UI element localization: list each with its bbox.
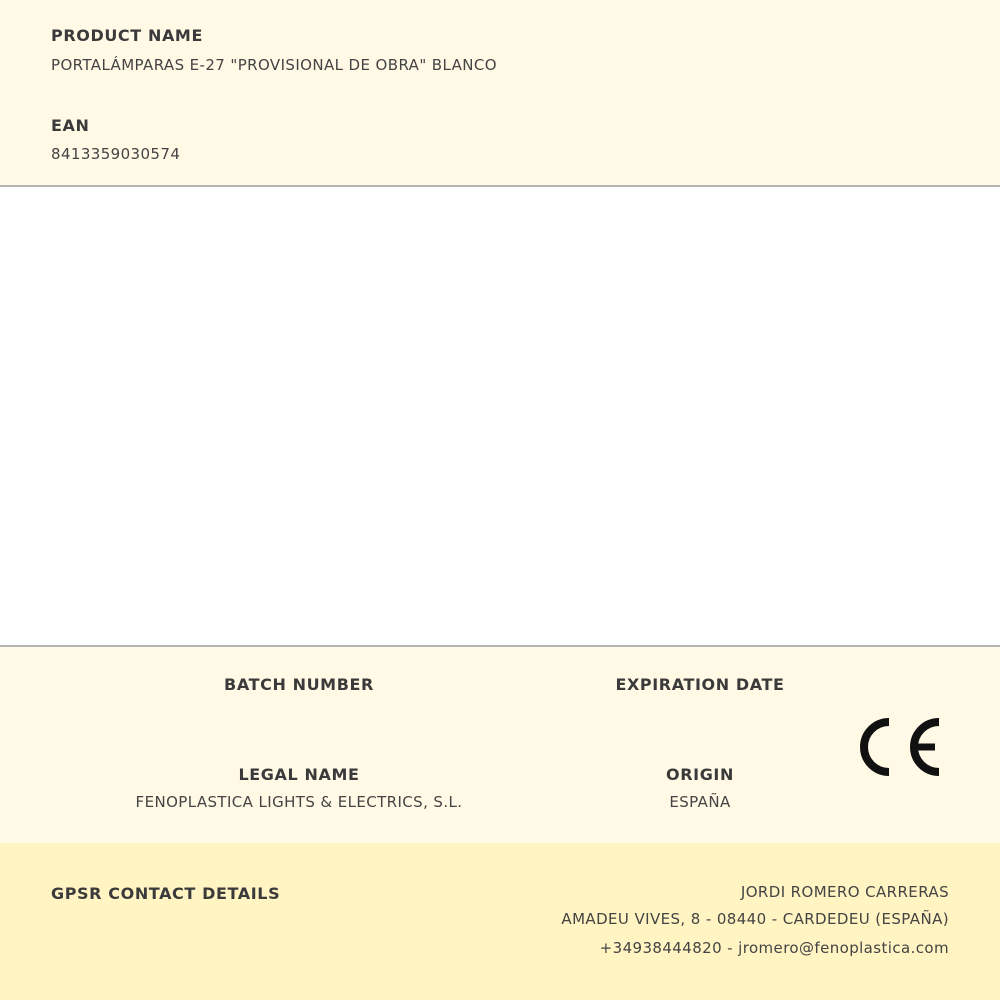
blank-area [0, 187, 1000, 645]
ean-value: 8413359030574 [51, 145, 181, 163]
legal-name-value: FENOPLASTICA LIGHTS & ELECTRICS, S.L. [135, 793, 463, 811]
ean-label: EAN [51, 116, 90, 135]
origin-label: ORIGIN [666, 765, 734, 784]
gpsr-contact-label: GPSR CONTACT DETAILS [51, 884, 281, 903]
legal-name-label: LEGAL NAME [238, 765, 360, 784]
contact-address: AMADEU VIVES, 8 - 08440 - CARDEDEU (ESPAÑA) [561, 910, 949, 928]
info-section [0, 645, 1000, 845]
product-name-value: PORTALÁMPARAS E-27 "PROVISIONAL DE OBRA" BLANCO [51, 56, 497, 74]
product-section [0, 0, 1000, 187]
gpsr-section [0, 843, 1000, 1000]
expiration-date-label: EXPIRATION DATE [615, 675, 785, 694]
batch-number-label: BATCH NUMBER [224, 675, 374, 694]
origin-value: ESPAÑA [669, 793, 731, 811]
contact-name: JORDI ROMERO CARRERAS [740, 883, 949, 901]
contact-phone-email: +34938444820 - jromero@fenoplastica.com [599, 939, 949, 957]
product-name-label: PRODUCT NAME [51, 26, 203, 45]
ce-mark-icon [857, 717, 943, 777]
